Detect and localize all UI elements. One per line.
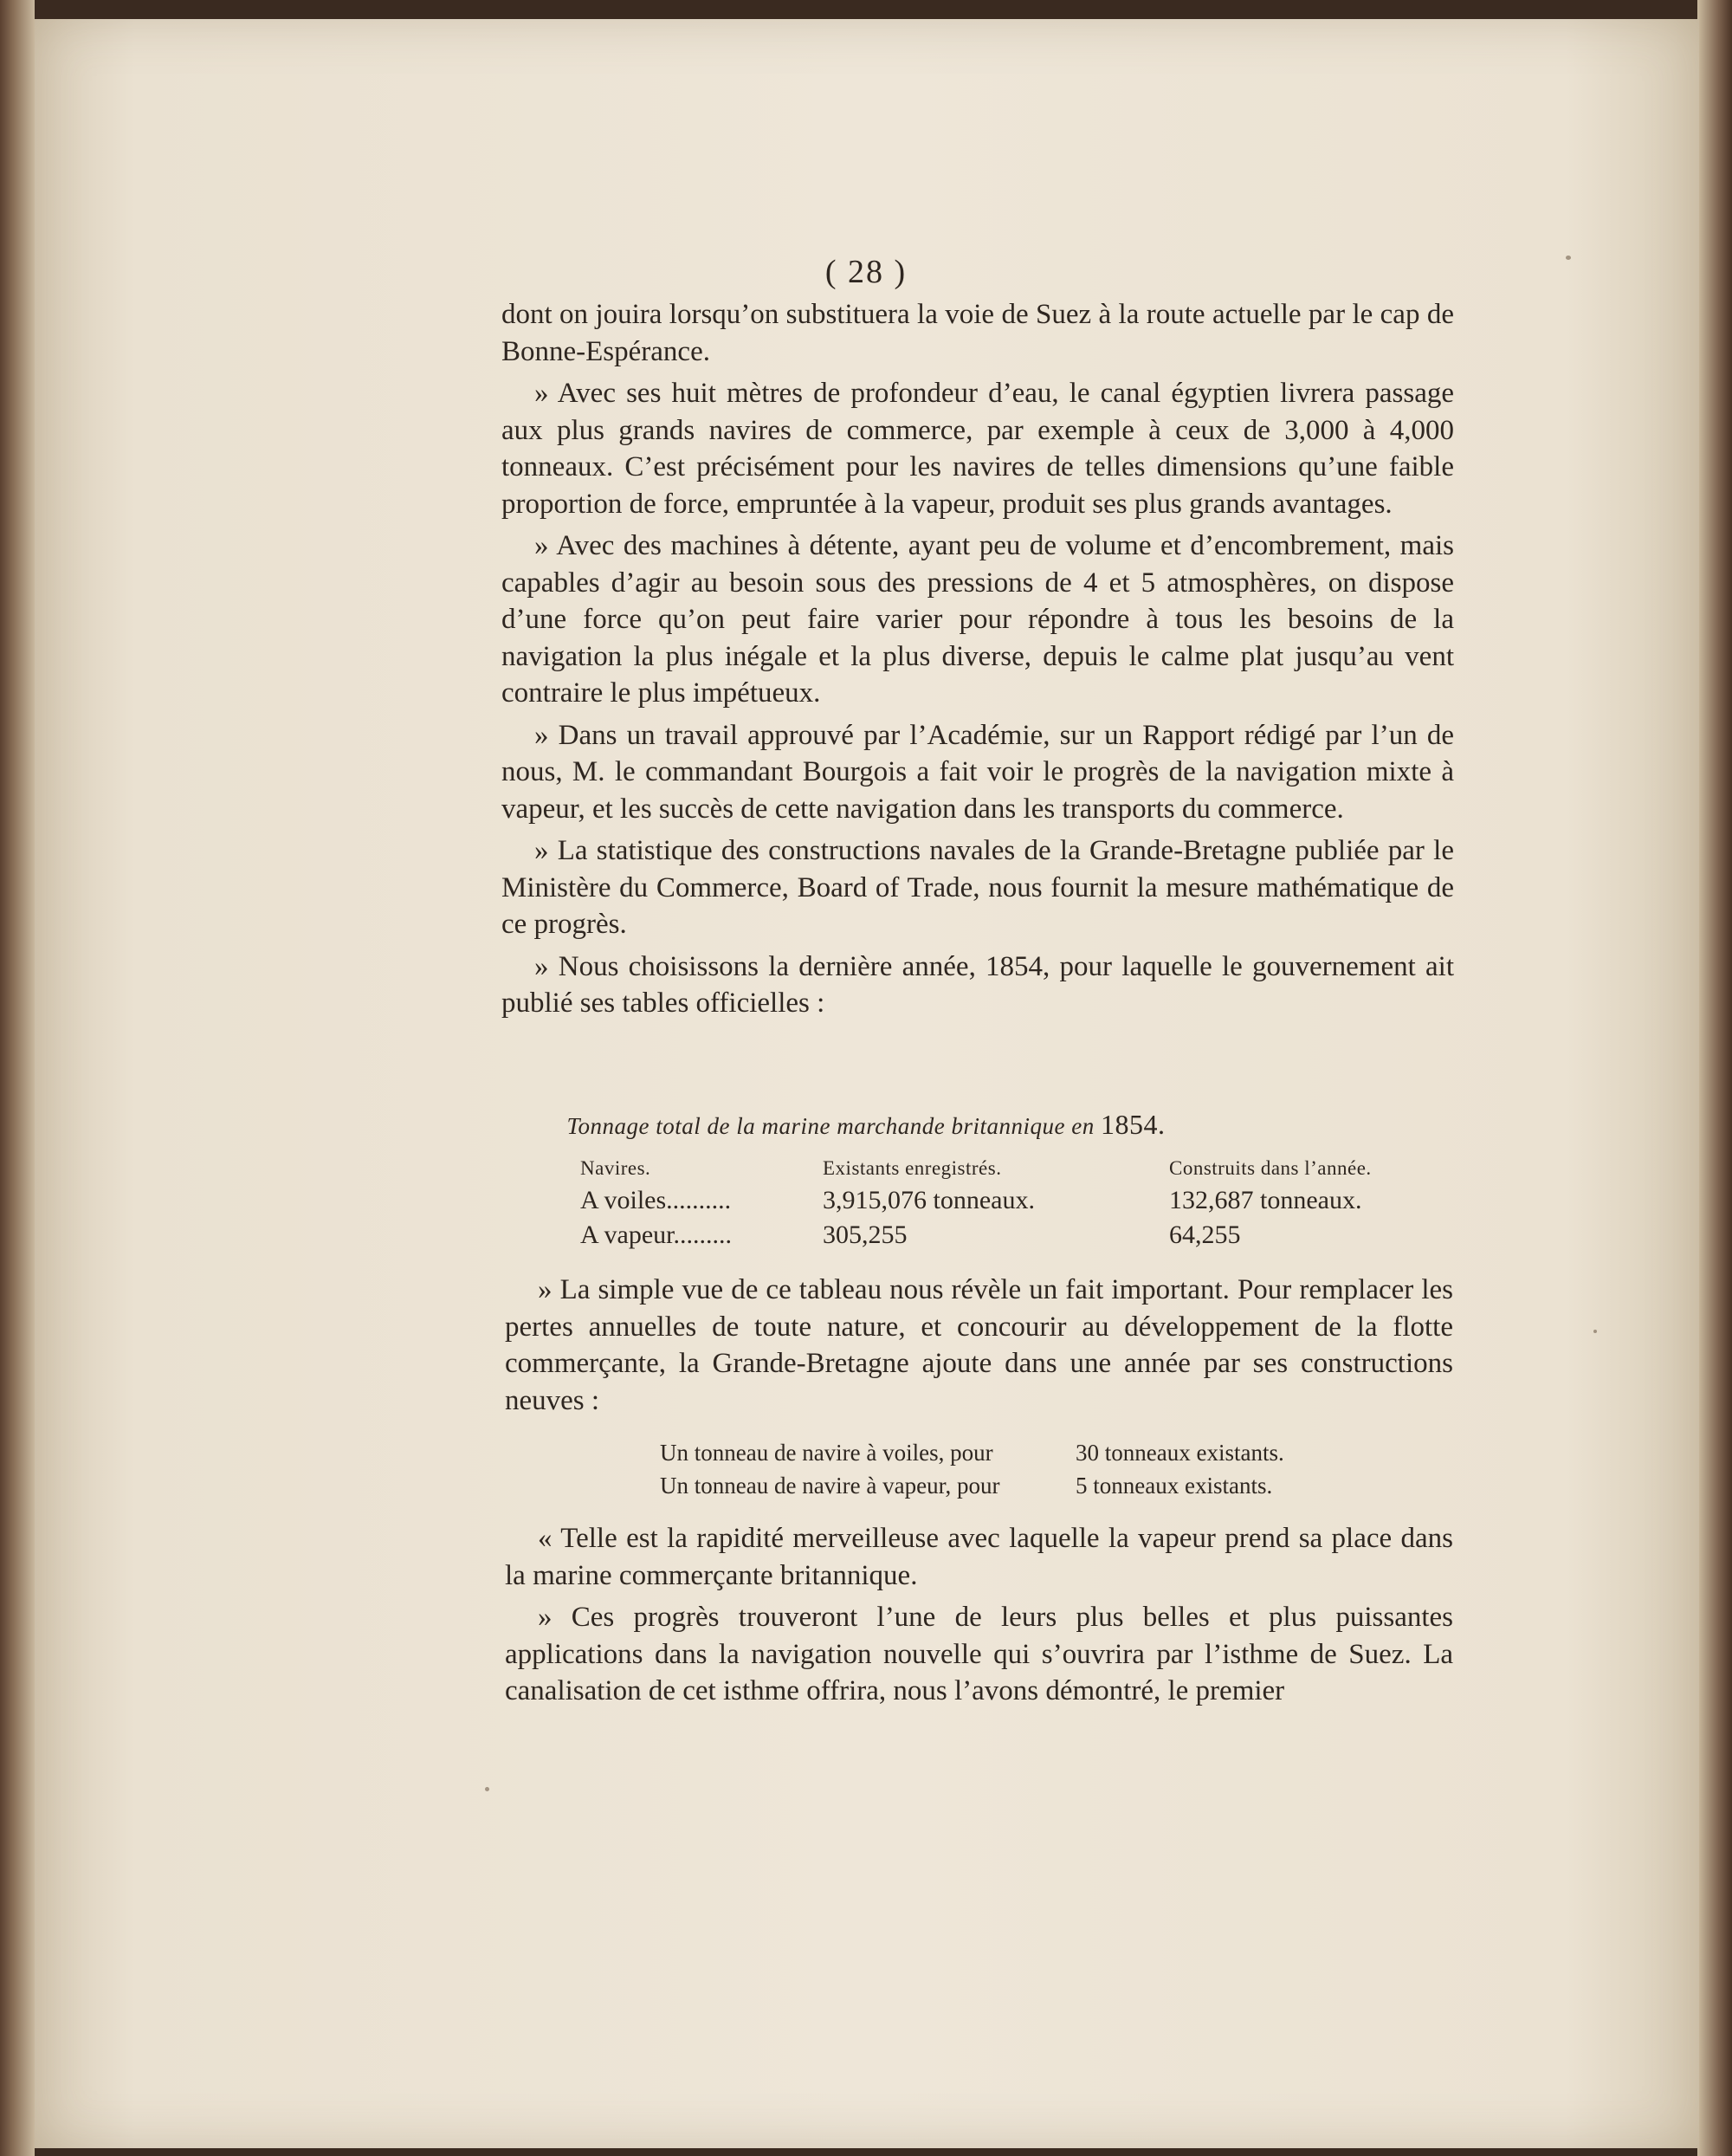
row-voiles-construits: 132,687 tonneaux.: [1169, 1186, 1362, 1214]
page-number: ( 28 ): [824, 254, 908, 290]
header-existants: Existants enregistrés.: [823, 1157, 1002, 1179]
row-vapeur-construits: 64,255: [1169, 1220, 1241, 1249]
table-header-row: [580, 1154, 1412, 1183]
table-row: [580, 1218, 1412, 1253]
ratios-list: [660, 1436, 1405, 1502]
ratio-vapeur-value: 5 tonneaux existants.: [1076, 1473, 1273, 1499]
paragraph-6: » Nous choisissons la dernière année, 1854, pour laquelle le gouvernement ait publié ses tables officielles :: [501, 950, 1454, 1019]
paragraph-1: dont on jouira lorsqu’on substituera la voie de Suez à la route actuelle par le cap de Bonne-Espérance.: [501, 299, 1454, 367]
table-caption: [0, 1109, 1732, 1141]
row-vapeur-label: A vapeur.........: [580, 1220, 732, 1249]
body-text-middle: [505, 1272, 1453, 1419]
ratio-voiles-label: Un tonneau de navire à voiles, pour: [660, 1440, 993, 1466]
paragraph-4: » Dans un travail approuvé par l’Académie, sur un Rapport rédigé par l’un de nous, M. le commandant Bourgois a fait voir le progrès de la navigation mixte à vapeur, et les succès de cette navigation dans les transports du commerce.: [501, 719, 1454, 825]
table-caption-text: Tonnage total de la marine marchande britannique en: [566, 1113, 1095, 1139]
paragraph-5: » La statistique des constructions navales de la Grande-Bretagne publiée par le Ministère du Commerce, Board of Trade, nous fournit la mesure mathématique de ce progrès.: [501, 835, 1454, 940]
book-right-edge: [1697, 0, 1732, 2156]
ratio-row: [660, 1469, 1405, 1502]
table-row: [580, 1183, 1412, 1218]
body-text-bottom: [505, 1520, 1453, 1710]
ratio-row: [660, 1436, 1405, 1469]
header-construits: Construits dans l’année.: [1169, 1157, 1372, 1179]
paragraph-8: « Telle est la rapidité merveilleuse avec laquelle la vapeur prend sa place dans la marine commerçante britannique.: [505, 1523, 1453, 1591]
paragraph-2: » Avec ses huit mètres de profondeur d’eau, le canal égyptien livrera passage aux plus grands navires de commerce, par exemple à ceux de 3,000 à 4,000 tonneaux. C’est précisément pour les navires de telles dimensions qu’une faible proportion de force, empruntée à la vapeur, produit ses plus grands avantages.: [501, 378, 1454, 520]
body-text-top: [501, 296, 1454, 1022]
table-caption-year: 1854.: [1100, 1109, 1166, 1140]
paragraph-9: » Ces progrès trouveront l’une de leurs plus belles et plus puissantes applications dans la navigation nouvelle qui s’ouvrira par l’isthme de Suez. La canalisation de cet isthme offrira, nous l’avons démontré, le premier: [505, 1602, 1453, 1706]
tonnage-table: [580, 1154, 1412, 1253]
paragraph-3: » Avec des machines à détente, ayant peu de volume et d’encombrement, mais capables d’agir au besoin sous des pressions de 4 et 5 atmosphères, on dispose d’une force qu’on peut faire varier pour répondre à tous les besoins de la navigation la plus inégale et la plus diverse, depuis le calme plat jusqu’au vent contraire le plus impétueux.: [501, 530, 1454, 709]
book-left-edge: [0, 0, 35, 2156]
paragraph-7: » La simple vue de ce tableau nous révèle un fait important. Pour remplacer les pertes annuelles de toute nature, et concourir au développement de la flotte commerçante, la Grande-Bretagne ajoute dans une année par ses constructions neuves :: [505, 1274, 1453, 1416]
row-voiles-label: A voiles..........: [580, 1186, 732, 1214]
ratio-vapeur-label: Un tonneau de navire à vapeur, pour: [660, 1473, 1000, 1499]
ratio-voiles-value: 30 tonneaux existants.: [1076, 1440, 1284, 1466]
paper-spot: [1566, 256, 1571, 260]
row-voiles-existants: 3,915,076 tonneaux.: [823, 1186, 1035, 1214]
header-navires: Navires.: [580, 1157, 651, 1179]
paper-spot: [485, 1787, 489, 1791]
row-vapeur-existants: 305,255: [823, 1220, 908, 1249]
paper-spot: [1593, 1330, 1597, 1333]
